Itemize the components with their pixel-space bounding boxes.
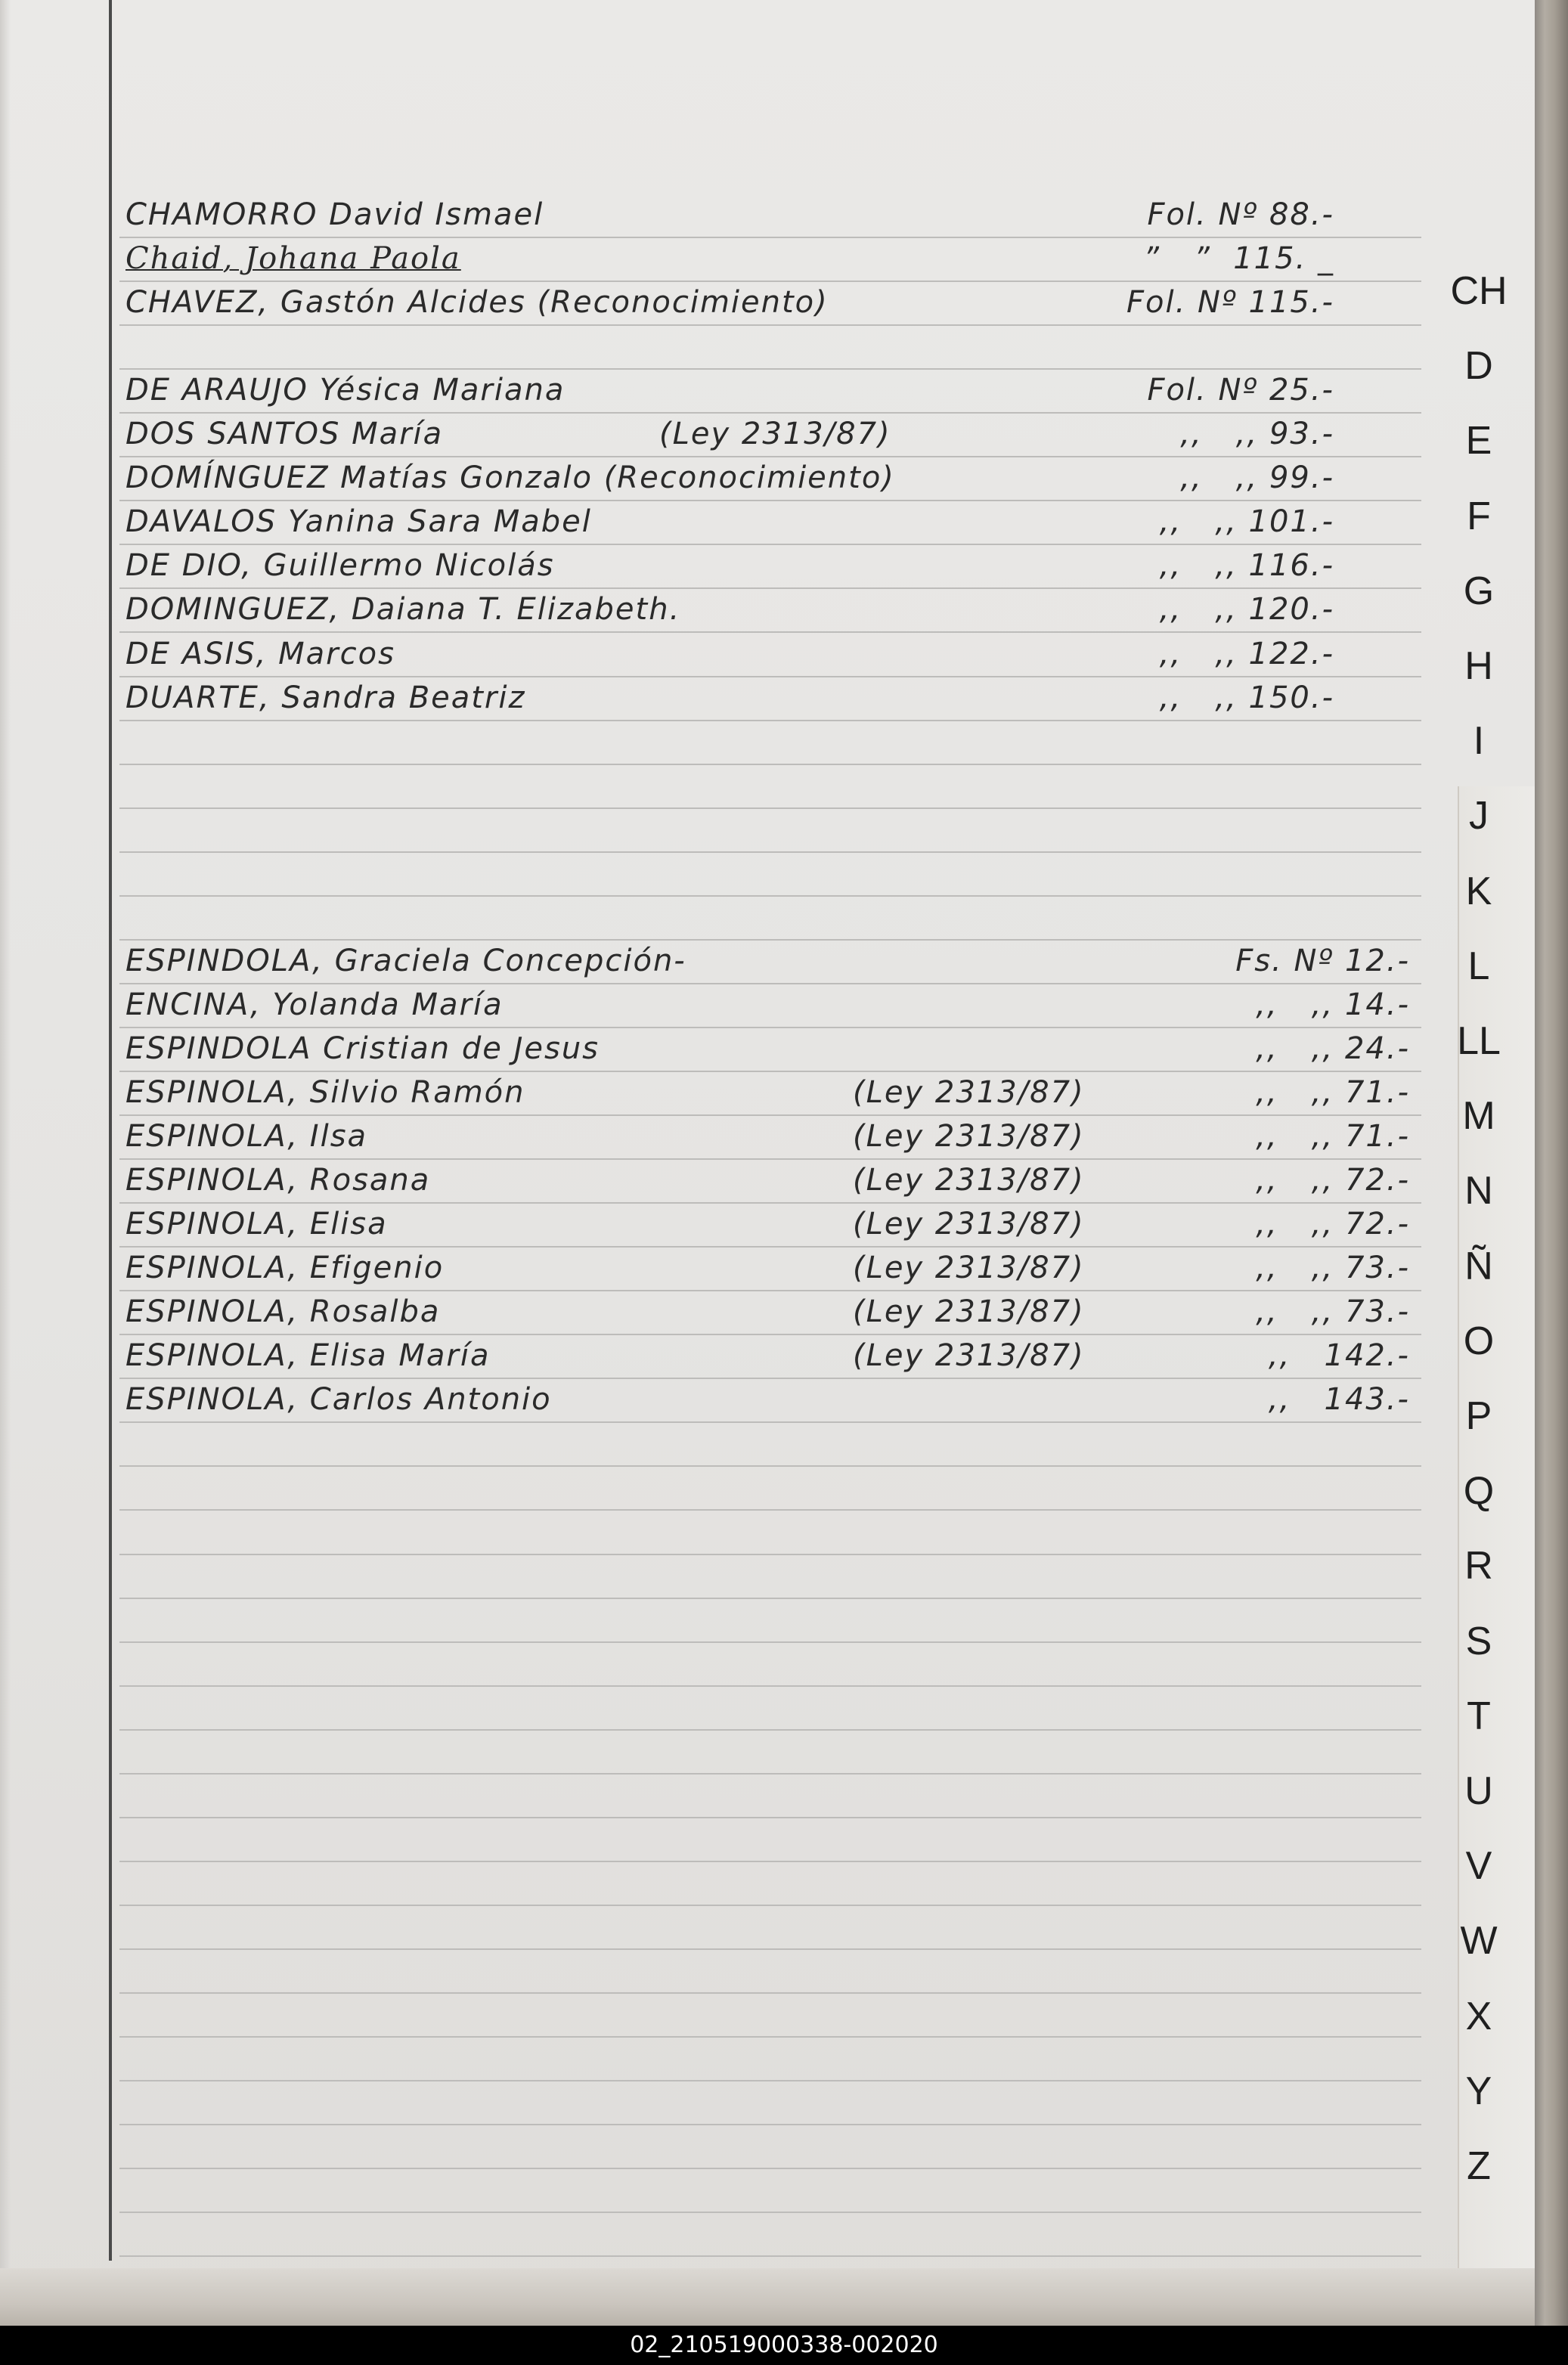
entry-folio: ,, ,, 150.-	[1159, 680, 1334, 715]
index-tab-ll: LL	[1457, 1019, 1501, 1063]
ruled-line	[119, 587, 1421, 589]
entry-folio: ,, ,, 71.-	[1256, 1075, 1410, 1110]
index-tab-q: Q	[1463, 1469, 1495, 1513]
ruled-line	[119, 2036, 1421, 2038]
entry-folio: ,, ,, 93.-	[1180, 417, 1334, 451]
entry-folio: ,, ,, 101.-	[1159, 504, 1334, 539]
index-tab-n: N	[1464, 1169, 1493, 1213]
register-entry	[0, 679, 1436, 717]
index-tab-enye: Ñ	[1464, 1244, 1493, 1288]
entry-name: ESPINOLA, Ilsa	[126, 1119, 368, 1154]
entry-folio: Fol. Nº 25.-	[1147, 373, 1334, 408]
register-entry	[0, 1117, 1436, 1155]
index-tab-v: V	[1465, 1844, 1492, 1888]
ruled-line	[119, 1246, 1421, 1248]
entry-name: DUARTE, Sandra Beatriz	[126, 680, 526, 715]
entry-note: (Ley 2313/87)	[853, 1119, 1085, 1154]
index-tab-i: I	[1473, 719, 1485, 763]
register-entry	[0, 635, 1436, 673]
ruled-line	[119, 1817, 1421, 1818]
ruled-line	[119, 1290, 1421, 1291]
index-tab-k: K	[1465, 869, 1492, 913]
ruled-line	[119, 544, 1421, 545]
ruled-line	[119, 1992, 1421, 1994]
entry-name: ESPINOLA, Efigenio	[126, 1251, 445, 1285]
entry-note: (Ley 2313/87)	[853, 1294, 1085, 1329]
page-bottom-edge	[0, 2268, 1535, 2326]
index-tab-g: G	[1463, 569, 1495, 613]
scan-footer	[0, 2326, 1568, 2365]
entry-folio: Fs. Nº 12.-	[1235, 944, 1410, 978]
entry-name: DOMINGUEZ, Daiana T. Elizabeth.	[126, 592, 681, 627]
ruled-line	[119, 851, 1421, 853]
ruled-line	[119, 1729, 1421, 1731]
ruled-line	[119, 983, 1421, 984]
register-entry	[0, 942, 1436, 980]
entry-name: Chaid, Johana Paola	[126, 241, 461, 276]
ruled-line	[119, 1598, 1421, 1599]
ruled-line	[119, 1465, 1421, 1467]
index-tab-s: S	[1465, 1620, 1492, 1663]
register-entry	[0, 1381, 1436, 1418]
register-entry	[0, 1337, 1436, 1375]
ruled-line	[119, 1027, 1421, 1028]
entry-folio: ,, ,, 14.-	[1256, 987, 1410, 1022]
index-tab-t: T	[1467, 1694, 1491, 1738]
entry-name: DAVALOS Yanina Sara Mabel	[126, 504, 592, 539]
entry-folio: ,, ,, 72.-	[1256, 1163, 1410, 1198]
register-entry	[0, 1205, 1436, 1243]
entry-folio: ” ” 115. _	[1143, 241, 1334, 276]
register-entry	[0, 1249, 1436, 1287]
entry-folio: ,, 143.-	[1268, 1382, 1410, 1417]
index-tab-z: Z	[1467, 2144, 1491, 2188]
index-tab-l: L	[1467, 944, 1490, 988]
ruled-line	[119, 1554, 1421, 1555]
entry-folio: Fol. Nº 115.-	[1126, 285, 1334, 320]
register-entry	[0, 196, 1436, 234]
index-tab-f: F	[1467, 494, 1491, 538]
entry-name: ESPINOLA, Elisa María	[126, 1338, 491, 1373]
ruled-line	[119, 1158, 1421, 1160]
ruled-line	[119, 764, 1421, 765]
ruled-line	[119, 324, 1421, 326]
entry-note: (Ley 2313/87)	[659, 417, 891, 451]
index-tab-u: U	[1464, 1769, 1493, 1813]
index-tab-m: M	[1462, 1094, 1495, 1138]
ruled-line	[119, 1861, 1421, 1862]
entry-name: ESPINOLA, Elisa	[126, 1207, 388, 1241]
ruled-line	[119, 368, 1421, 370]
ruled-line	[119, 1509, 1421, 1511]
ruled-line	[119, 412, 1421, 414]
ruled-line	[119, 1202, 1421, 1204]
entry-folio: ,, ,, 24.-	[1256, 1031, 1410, 1066]
index-tab-o: O	[1463, 1319, 1495, 1363]
ruled-line	[119, 1378, 1421, 1379]
ruled-line	[119, 237, 1421, 238]
ruled-line	[119, 1905, 1421, 1906]
index-tab-e: E	[1465, 419, 1492, 463]
entry-name: ESPINDOLA Cristian de Jesus	[126, 1031, 600, 1066]
entry-name: DOS SANTOS María	[126, 417, 444, 451]
index-tab-j: J	[1469, 794, 1489, 838]
entry-name: CHAMORRO David Ismael	[126, 197, 544, 232]
register-entry	[0, 240, 1436, 277]
entry-folio: ,, ,, 99.-	[1180, 460, 1334, 495]
ruled-line	[119, 895, 1421, 897]
ruled-line	[119, 1421, 1421, 1423]
index-tab-r: R	[1464, 1544, 1493, 1588]
index-tab-w: W	[1460, 1919, 1498, 1963]
ruled-line	[119, 2080, 1421, 2081]
ruled-line	[119, 939, 1421, 941]
entry-name: ENCINA, Yolanda María	[126, 987, 504, 1022]
entry-name: DE DIO, Guillermo Nicolás	[126, 548, 555, 583]
entry-note: (Ley 2313/87)	[853, 1163, 1085, 1198]
ruled-line	[119, 2255, 1421, 2257]
entry-name: DOMÍNGUEZ Matías Gonzalo (Reconocimiento)	[126, 460, 895, 495]
entry-folio: ,, ,, 116.-	[1159, 548, 1334, 583]
register-entry	[0, 547, 1436, 584]
register-entry	[0, 1074, 1436, 1111]
entry-name: ESPINOLA, Rosana	[126, 1163, 431, 1198]
ruled-line	[119, 456, 1421, 457]
index-tab-y: Y	[1465, 2069, 1492, 2113]
entry-folio: ,, ,, 72.-	[1256, 1207, 1410, 1241]
ruled-line	[119, 631, 1421, 633]
index-tab-ch: CH	[1450, 269, 1508, 313]
entry-folio: ,, ,, 122.-	[1159, 637, 1334, 671]
entry-note: (Ley 2313/87)	[853, 1251, 1085, 1285]
ruled-line	[119, 500, 1421, 501]
register-entry	[0, 459, 1436, 497]
ruled-line	[119, 1948, 1421, 1950]
register-entry	[0, 284, 1436, 321]
entry-name: ESPINOLA, Rosalba	[126, 1294, 441, 1329]
ruled-line	[119, 2212, 1421, 2213]
entry-name: CHAVEZ, Gastón Alcides (Reconocimiento)	[126, 285, 829, 320]
register-entry	[0, 371, 1436, 409]
ruled-line	[119, 2124, 1421, 2125]
entry-folio: ,, 142.-	[1268, 1338, 1410, 1373]
register-entry	[0, 1030, 1436, 1068]
register-entry	[0, 590, 1436, 628]
entry-name: ESPINOLA, Silvio Ramón	[126, 1075, 525, 1110]
entry-note: (Ley 2313/87)	[853, 1207, 1085, 1241]
index-tab-p: P	[1465, 1394, 1492, 1438]
entry-folio: ,, ,, 120.-	[1159, 592, 1334, 627]
entry-folio: Fol. Nº 88.-	[1147, 197, 1334, 232]
ruled-line	[119, 2168, 1421, 2169]
register-entry	[0, 415, 1436, 453]
index-tab-x: X	[1465, 1995, 1492, 2038]
ruled-line	[119, 1773, 1421, 1775]
entry-folio: ,, ,, 73.-	[1256, 1294, 1410, 1329]
ruled-line	[119, 1071, 1421, 1072]
index-tab-h: H	[1464, 644, 1493, 688]
register-entry	[0, 503, 1436, 541]
register-entry	[0, 1161, 1436, 1199]
entry-folio: ,, ,, 71.-	[1256, 1119, 1410, 1154]
ruled-line	[119, 676, 1421, 677]
ruled-line	[119, 1641, 1421, 1643]
book-spine-edge	[1535, 0, 1568, 2326]
ruled-line	[119, 807, 1421, 809]
scan-filename: 02_210519000338-002020	[630, 2332, 938, 2358]
entry-name: ESPINDOLA, Graciela Concepción-	[126, 944, 686, 978]
ruled-line	[119, 1114, 1421, 1116]
ruled-line	[119, 1334, 1421, 1335]
entry-note: (Ley 2313/87)	[853, 1338, 1085, 1373]
entry-name: DE ARAUJO Yésica Mariana	[126, 373, 566, 408]
ruled-line	[119, 720, 1421, 721]
entry-folio: ,, ,, 73.-	[1256, 1251, 1410, 1285]
ruled-line	[119, 281, 1421, 282]
ruled-line	[119, 1685, 1421, 1687]
entry-name: DE ASIS, Marcos	[126, 637, 395, 671]
register-entry	[0, 986, 1436, 1024]
index-tab-d: D	[1464, 344, 1493, 388]
entry-note: (Ley 2313/87)	[853, 1075, 1085, 1110]
register-entry	[0, 1293, 1436, 1331]
entry-name: ESPINOLA, Carlos Antonio	[126, 1382, 552, 1417]
